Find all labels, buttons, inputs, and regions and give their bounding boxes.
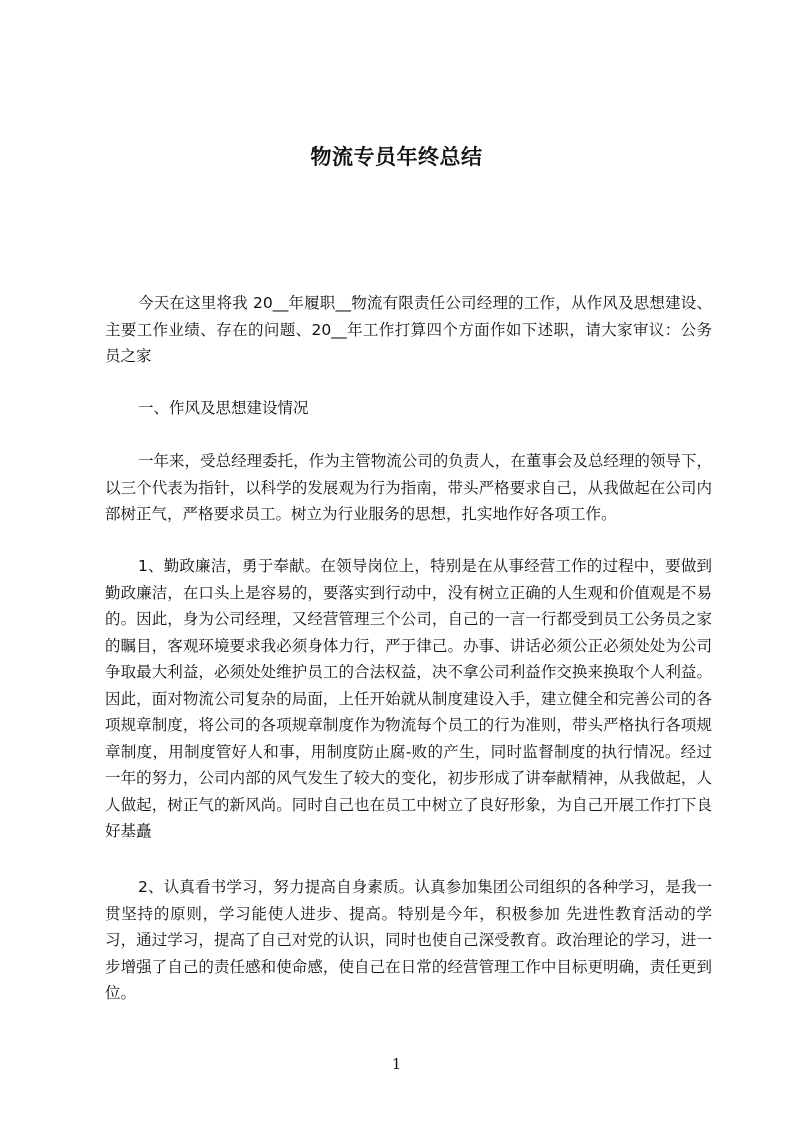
section-heading-conduct-and-ideology: 一、作风及思想建设情况	[138, 399, 309, 417]
intro-paragraph: 今天在这里将我 20__年履职__物流有限责任公司经理的工作，从作风及思想建设、主要工作业绩、存在的问题、20__年工作打算四个方面作如下述职，请大家审议：公务员之家	[105, 294, 712, 365]
paragraph-conduct-overview: 一年来，受总经理委托，作为主管物流公司的负责人，在董事会及总经理的领导下，以三个代表为指针，以科学的发展观为行为指南，带头严格要求自己，从我做起在公司内部树正气，严格要求员工。树立为行业服务的思想，扎实地作好各项工作。	[105, 452, 712, 523]
document-title: 物流专员年终总结	[310, 145, 483, 169]
paragraph-study-self-improvement: 2、认真看书学习，努力提高自身素质。认真参加集团公司组织的各种学习，是我一贯坚持的原则，学习能使人进步、提高。特别是今年，积极参加 先进性教育活动的学习，通过学习，提高了自己对党的认识，同时也使自己深受教育。政治理论的学习，进一步增强了自己的责任感和使命感，使自己在日常的经营管理工作中目标更明确，责任更到位。	[105, 878, 712, 1002]
paragraph-diligence-integrity: 1、勤政廉洁，勇于奉献。在领导岗位上，特别是在从事经营工作的过程中，要做到勤政廉洁，在口头上是容易的，要落实到行动中，没有树立正确的人生观和价值观是不易的。因此，身为公司经理，又经营管理三个公司，自己的一言一行都受到员工公务员之家的瞩目，客观环境要求我必须身体力行，严于律己。办事、讲话必须公正必须处处为公司争取最大利益，必须处处维护员工的合法权益，决不拿公司利益作交换来换取个人利益。因此，面对物流公司复杂的局面，上任开始就从制度建设入手，建立健全和完善公司的各项规章制度，将公司的各项规章制度作为物流每个员工的行为准则，带头严格执行各项规章制度，用制度管好人和事，用制度防止腐-败的产生，同时监督制度的执行情况。经过一年的努力，公司内部的风气发生了较大的变化，初步形成了讲奉献精神，从我做起，人人做起，树正气的新风尚。同时自己也在员工中树立了良好形象，为自己开展工作打下良好基矗	[105, 557, 712, 840]
page-number: 1	[391, 1055, 402, 1073]
